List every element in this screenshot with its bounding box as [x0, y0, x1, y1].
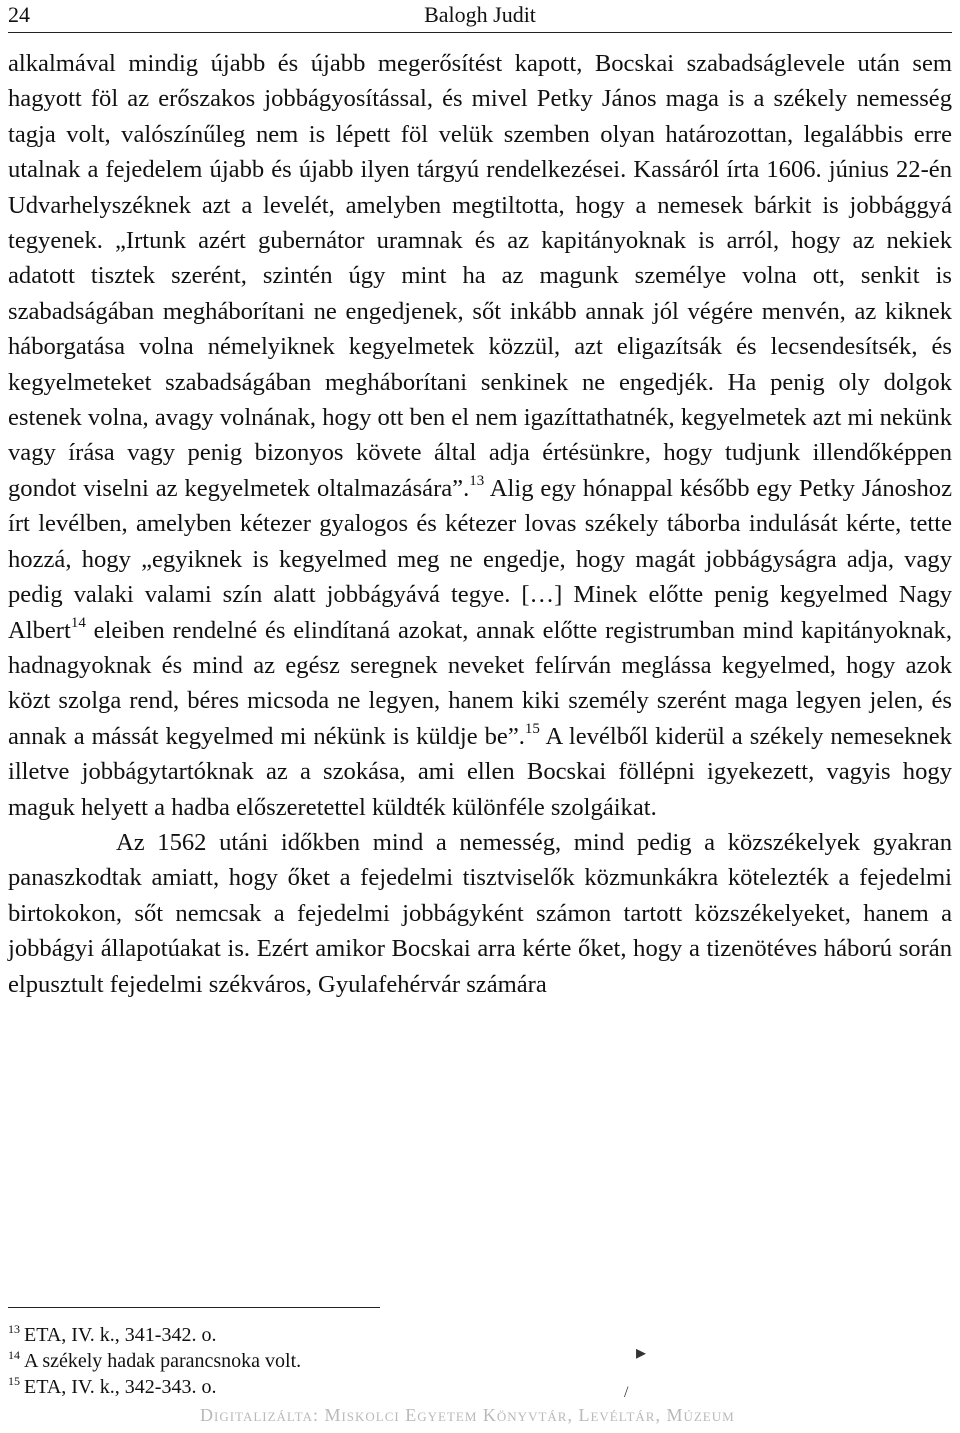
footnotes: [8, 1322, 708, 1400]
footnote-13: [8, 1322, 708, 1348]
paragraph-1-part-c: eleiben rendelné és elindítaná azokat, annak előtte registrumban mind kapitányoknak, hadnagyoknak és mind az egész seregnek neveket felírván meglássa kegyelmed, hogy azok közt szolga rend, béres micsoda ne legyen, hanem kiki személy szerént maga legyen jelen, és annak a mássát kegyelmed mi nékünk is küldje be”.: [8, 616, 952, 750]
footnote-number: 13: [8, 1322, 20, 1336]
footnote-14: [8, 1348, 708, 1374]
paragraph-1-part-b: Alig egy hónappal később egy Petky Jánoshoz írt levélben, amelyben kétezer gyalogos és kétezer lovas székely táborba indulását kérte, tette hozzá, hogy „egyiknek is kegyelmed meg ne engedje, hogy magát jobbágyságra adja, vagy pedig valaki valami szín alatt jobbágyává tegye. […] Minek előtte penig kegyelmed Nagy Albert: [8, 474, 952, 644]
footnote-divider: [8, 1307, 380, 1308]
paragraph-1-part-a: alkalmával mindig újabb és újabb megerősítést kapott, Bocskai szabadságlevele után sem hagyott föl az erőszakos jobbágyosítással, és mivel Petky János maga is a székely nemesség tagja volt, valószínűleg nem is lépett föl velük szemben olyan határozottan, legalábbis erre utalnak a fejedelem újabb és újabb ilyen tárgyú rendelkezései. Kassáról írta 1606. június 22-én Udvarhelyszéknek azt a levelét, amelyben megtiltotta, hogy a nemesek bárkit is jobbággyá tegyenek. „Irtunk azért gubernátor uramnak és az kapitányoknak is arról, hogy az nekiek adatott tisztek szerént, szintén úgy mint ha az magunk személye volna ott, senkit is szabadságában megháborítani ne engedjenek, sőt inkább annak jól végére menvén, az kiknek háborgatása volna némelyiknek kegyelmetek közzül, azt eligazítsák és lecsendesítsék, és kegyelmeteket szabadságában megháborítani senkinek ne engedjék. Ha penig oly dolgok estenek volna, avagy volnának, hogy ott ben el nem igazíttathatnék, kegyelmetek azt mi nekünk vagy írása vagy penig bizonyos követe által adja értésünkre, hogy tudjunk illendőképpen gondot viselni az kegyelmetek oltalmazására”.: [8, 50, 952, 502]
paragraph-1: [8, 46, 952, 825]
body-text: [8, 46, 952, 1002]
digitization-watermark: Digitalizálta: Miskolci Egyetem Könyvtár, Levéltár, Múzeum: [200, 1405, 735, 1425]
footnote-ref-14[interactable]: 14: [70, 614, 86, 631]
footnote-ref-13[interactable]: 13: [469, 472, 485, 489]
page-header: [8, 0, 952, 33]
footnote-number: 14: [8, 1348, 20, 1362]
footnote-text: A székely hadak parancsnoka volt.: [24, 1350, 302, 1372]
paragraph-2: Az 1562 utáni időkben mind a nemesség, mind pedig a közszékelyek gyakran panaszkodtak amiatt, hogy őket a fejedelmi tisztviselők közmunkákra kötelezték a fejedelmi birtokokon, sőt nemcsak a fejedelmi jobbágyként számon tartott közszékelyeket, hanem a jobbágyi állapotúakat is. Ezért amikor Bocskai arra kérte őket, hogy a tizenötéves háború során elpusztult fejedelmi székváros, Gyulafehérvár számára: [8, 828, 952, 998]
footnote-text: ETA, IV. k., 342-343. o.: [24, 1376, 217, 1398]
footnote-number: 15: [8, 1374, 20, 1388]
footnote-text: ETA, IV. k., 341-342. o.: [24, 1324, 217, 1346]
scan-speck-mark: ▸: [636, 1342, 647, 1364]
running-head: Balogh Judit: [424, 2, 536, 27]
paragraph-1-part-d: A levélből kiderül a székely nemeseknek illetve jobbágytartóknak az a szokása, ami ellen Bocskai föllépni igyekezett, vagyis hogy maguk helyett a hadba előszeretettel küldték különféle szolgáikat.: [8, 722, 952, 821]
footnote-ref-15[interactable]: 15: [524, 720, 540, 737]
page-number: 24: [8, 2, 30, 27]
scan-speck-mark: /: [624, 1384, 629, 1401]
footnote-15: [8, 1374, 708, 1400]
